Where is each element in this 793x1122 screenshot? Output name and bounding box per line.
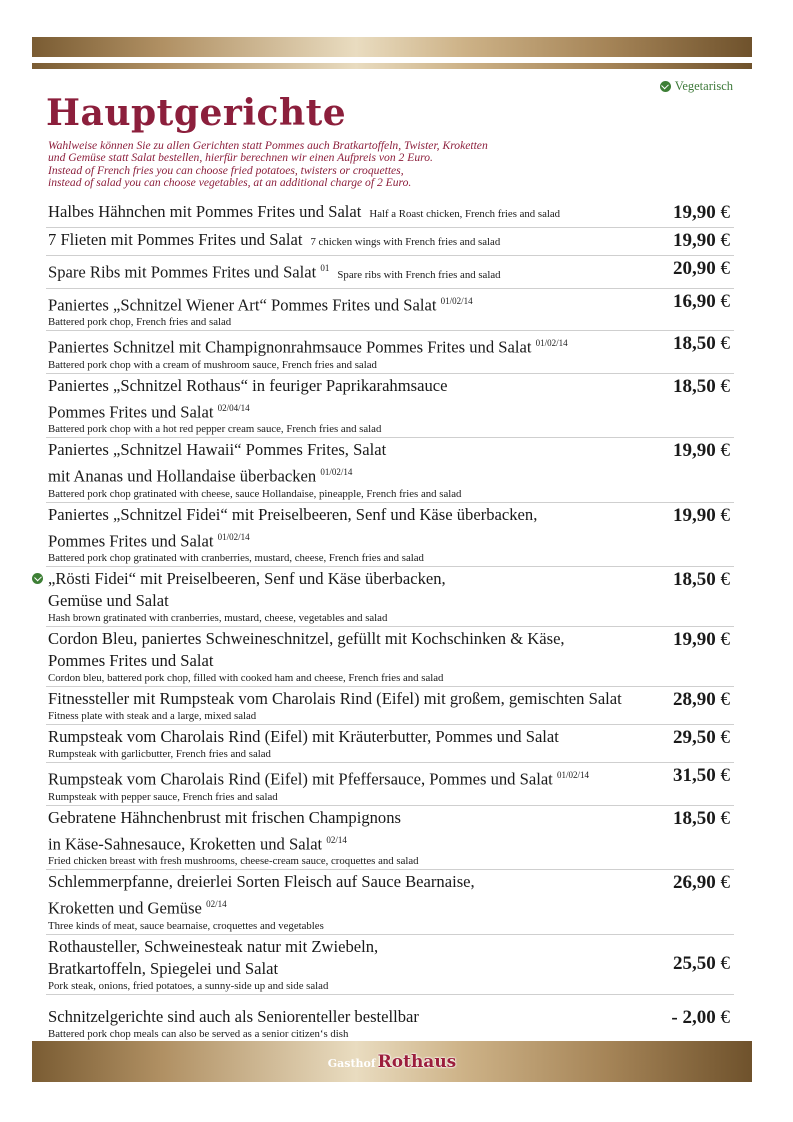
menu-item-name <box>48 568 734 612</box>
currency-symbol: € <box>720 765 730 787</box>
menu-item-name <box>48 439 734 488</box>
currency-symbol: € <box>720 727 730 749</box>
logo-big-text: Rothaus <box>377 1051 457 1072</box>
currency-symbol: € <box>720 258 730 279</box>
price-value: 18,50 <box>673 333 716 355</box>
menu-item <box>46 627 734 687</box>
allergen-note: 01/02/14 <box>320 467 353 478</box>
dish-name-en: Three kinds of meat, sauce bearnaise, croquettes and vegetables <box>48 919 324 932</box>
menu-item-price <box>673 230 730 252</box>
menu-item <box>46 228 734 256</box>
menu-item-name <box>48 504 734 553</box>
menu-item-price <box>673 765 730 787</box>
dish-name-de-line2: Bratkartoffeln, Spiegelei und Salat <box>48 958 279 978</box>
allergen-note: 02/14 <box>206 899 227 910</box>
menu-item-name <box>48 290 734 317</box>
price-value: 19,90 <box>673 440 716 462</box>
price-value: 19,90 <box>673 202 716 223</box>
currency-symbol: € <box>720 290 730 312</box>
menu-item <box>46 256 734 289</box>
menu-item-price <box>673 689 730 711</box>
menu-item-price <box>673 440 730 462</box>
currency-symbol: € <box>720 872 730 894</box>
vegetarian-leaf-icon <box>660 81 671 92</box>
dish-name-de-line2: Kroketten und Gemüse <box>48 898 202 918</box>
dish-name-de: „Rösti Fidei“ mit Preiselbeeren, Senf und Käse überbacken, <box>48 569 446 589</box>
menu-item <box>46 331 734 374</box>
menu-item-name <box>48 332 734 359</box>
price-value: 18,50 <box>673 569 716 591</box>
menu-item <box>46 806 734 871</box>
price-value: 18,50 <box>673 375 716 397</box>
menu-item-price <box>673 505 730 527</box>
menu-item-name <box>48 229 734 253</box>
currency-symbol: € <box>720 440 730 462</box>
dish-name-de: 7 Flieten mit Pommes Frites und Salat <box>48 230 303 249</box>
dish-name-de-line2: Pommes Frites und Salat <box>48 531 214 551</box>
menu-item-price <box>673 727 730 749</box>
price-value: 19,90 <box>673 230 716 251</box>
dish-name-de: Spare Ribs mit Pommes Frites und Salat <box>48 262 317 282</box>
dish-name-en: Cordon bleu, battered pork chop, filled with cooked ham and cheese, French fries and salad <box>48 672 444 685</box>
dish-name-en: Rumpsteak with pepper sauce, French fries and salad <box>48 790 278 803</box>
menu-item-name <box>48 726 734 748</box>
dish-name-en: Rumpsteak with garlicbutter, French fries and salad <box>48 748 271 761</box>
dish-name-en: 7 chicken wings with French fries and salad <box>310 236 501 248</box>
dish-name-de-line2: Gemüse und Salat <box>48 591 169 611</box>
allergen-note: 02/14 <box>326 834 347 845</box>
senior-text-en: Battered pork chop meals can also be served as a senior citizen‘s dish <box>48 1027 349 1040</box>
menu-item-name <box>48 201 734 225</box>
menu-item-price <box>673 872 730 894</box>
dish-name-de: Paniertes „Schnitzel Hawaii“ Pommes Frites, Salat <box>48 440 387 460</box>
menu-item-name <box>48 871 734 920</box>
dish-name-en: Half a Roast chicken, French fries and salad <box>369 208 561 220</box>
allergen-note: 01/02/14 <box>556 770 589 781</box>
page-title: Hauptgerichte <box>46 92 347 134</box>
allergen-note: 01/02/14 <box>217 531 250 542</box>
menu-item-price <box>673 569 730 591</box>
currency-symbol: € <box>720 375 730 397</box>
menu-item <box>46 503 734 568</box>
dish-name-en: Hash brown gratinated with cranberries, mustard, cheese, vegetables and salad <box>48 612 388 625</box>
menu-item-price <box>673 202 730 224</box>
menu-item-name <box>48 375 734 424</box>
price-value: 18,50 <box>673 807 716 829</box>
price-value: 31,50 <box>673 765 716 787</box>
menu-item <box>46 935 734 995</box>
currency-symbol: € <box>720 202 730 223</box>
dish-name-de: Paniertes Schnitzel mit Champignonrahmsauce Pommes Frites und Salat <box>48 337 532 357</box>
price-value: 19,90 <box>673 629 716 651</box>
menu-item <box>46 374 734 439</box>
price-value: 20,90 <box>673 258 716 279</box>
currency-symbol: € <box>720 569 730 591</box>
dish-name-de: Paniertes „Schnitzel Rothaus“ in feuriger Paprikarahmsauce <box>48 375 448 395</box>
dish-name-en: Fitness plate with steak and a large, mixed salad <box>48 710 257 723</box>
menu-item-name <box>48 764 734 791</box>
dish-name-de: Halbes Hähnchen mit Pommes Frites und Salat <box>48 202 362 221</box>
price-value: 26,90 <box>673 872 716 894</box>
currency-symbol: € <box>720 333 730 355</box>
intro-line: und Gemüse statt Salat bestellen, hierfür berechnen wir einen Aufpreis von 2 Euro. <box>48 151 433 165</box>
menu-item <box>46 725 734 763</box>
currency-symbol: € <box>720 953 730 975</box>
menu-item-price <box>673 333 730 355</box>
menu-item <box>46 687 734 725</box>
dish-name-de: Rothausteller, Schweinesteak natur mit Zwiebeln, <box>48 936 379 956</box>
menu-item <box>46 289 734 332</box>
dish-name-de-line2: in Käse-Sahnesauce, Kroketten und Salat <box>48 834 323 854</box>
dish-name-de: Paniertes „Schnitzel Fidei“ mit Preiselbeeren, Senf und Käse überbacken, <box>48 504 538 524</box>
price-value: 28,90 <box>673 689 716 711</box>
price-value: 29,50 <box>673 727 716 749</box>
intro-text <box>48 140 608 190</box>
currency-symbol: € <box>720 629 730 651</box>
intro-line: instead of salad you can choose vegetables, at an additional charge of 2 Euro. <box>48 176 412 190</box>
menu-item-name <box>48 257 734 286</box>
price-value: 19,90 <box>673 504 716 526</box>
dish-name-de: Fitnessteller mit Rumpsteak vom Charolais Rind (Eifel) mit großem, gemischten Salat <box>48 689 622 709</box>
dish-name-de: Paniertes „Schnitzel Wiener Art“ Pommes Frites und Salat <box>48 295 437 315</box>
currency-symbol: € <box>720 689 730 711</box>
dish-name-de-line2: Pommes Frites und Salat <box>48 402 214 422</box>
vegetarian-leaf-icon <box>32 573 43 584</box>
allergen-note: 01/02/14 <box>535 338 568 349</box>
menu-item-price <box>673 953 730 975</box>
allergen-note: 01 <box>320 263 330 273</box>
menu-item <box>46 567 734 627</box>
intro-line: Wahlweise können Sie zu allen Gerichten statt Pommes auch Bratkartoffeln, Twister, Kroketten <box>48 139 488 152</box>
menu-item <box>46 763 734 806</box>
dish-name-de-line2: Pommes Frites und Salat <box>48 651 214 671</box>
menu-item-name <box>48 807 734 856</box>
intro-line: Instead of French fries you can choose fried potatoes, twisters or croquettes, <box>48 163 404 177</box>
price-value: 16,90 <box>673 290 716 312</box>
currency-symbol: € <box>720 1006 730 1028</box>
dish-name-en: Battered pork chop, French fries and salad <box>48 316 232 329</box>
top-gold-bar <box>32 37 752 57</box>
menu-item <box>46 438 734 503</box>
dish-name-de: Rumpsteak vom Charolais Rind (Eifel) mit Kräuterbutter, Pommes und Salat <box>48 727 559 747</box>
dish-name-en: Battered pork chop with a cream of mushroom sauce, French fries and salad <box>48 358 377 371</box>
dish-name-en: Battered pork chop gratinated with cranberries, mustard, cheese, French fries and salad <box>48 552 424 565</box>
dish-name-en: Spare ribs with French fries and salad <box>337 268 501 281</box>
senior-discount-row <box>46 1005 734 1042</box>
price-value: 25,50 <box>673 953 716 975</box>
menu-item <box>46 200 734 228</box>
dish-name-de-line2: mit Ananas und Hollandaise überbacken <box>48 466 317 486</box>
menu-item-name <box>48 936 734 980</box>
dish-name-en: Battered pork chop gratinated with cheese, sauce Hollandaise, pineapple, French fries and salad <box>48 487 462 500</box>
footer-gold-bar <box>32 1041 752 1082</box>
top-gold-line <box>32 63 752 69</box>
currency-symbol: € <box>720 230 730 251</box>
senior-text-de-span: Schnitzelgerichte sind auch als Seniorenteller bestellbar <box>48 1006 419 1026</box>
logo-small-text: Gasthof <box>327 1056 376 1070</box>
menu-item-price <box>671 1007 730 1029</box>
price-value: - 2,00 <box>671 1006 716 1028</box>
vegetarian-label: Vegetarisch <box>674 79 733 93</box>
menu-item-price <box>673 258 730 280</box>
menu-item-price <box>673 291 730 313</box>
allergen-note: 01/02/14 <box>440 295 473 306</box>
menu-item <box>46 870 734 935</box>
currency-symbol: € <box>720 504 730 526</box>
vegetarian-legend <box>660 79 733 94</box>
menu-item-price <box>673 376 730 398</box>
menu-item-price <box>673 629 730 651</box>
menu-item-name <box>48 688 734 710</box>
dish-name-de: Gebratene Hähnchenbrust mit frischen Champignons <box>48 807 401 827</box>
dish-name-de: Rumpsteak vom Charolais Rind (Eifel) mit Pfeffersauce, Pommes und Salat <box>48 769 553 789</box>
dish-name-en: Battered pork chop with a hot red pepper cream sauce, French fries and salad <box>48 423 382 436</box>
dish-name-en: Fried chicken breast with fresh mushrooms, cheese-cream sauce, croquettes and salad <box>48 855 419 868</box>
menu-item-name <box>48 628 734 672</box>
menu-list <box>46 200 734 1042</box>
dish-name-en: Pork steak, onions, fried potatoes, a sunny-side up and side salad <box>48 979 329 992</box>
allergen-note: 02/04/14 <box>217 402 250 413</box>
currency-symbol: € <box>720 807 730 829</box>
dish-name-de: Cordon Bleu, paniertes Schweineschnitzel, gefüllt mit Kochschinken & Käse, <box>48 629 565 649</box>
gasthof-rothaus-logo <box>328 1052 457 1072</box>
dish-name-de: Schlemmerpfanne, dreierlei Sorten Fleisch auf Sauce Bearnaise, <box>48 872 475 892</box>
menu-item-price <box>673 808 730 830</box>
senior-text-de <box>48 1006 734 1028</box>
